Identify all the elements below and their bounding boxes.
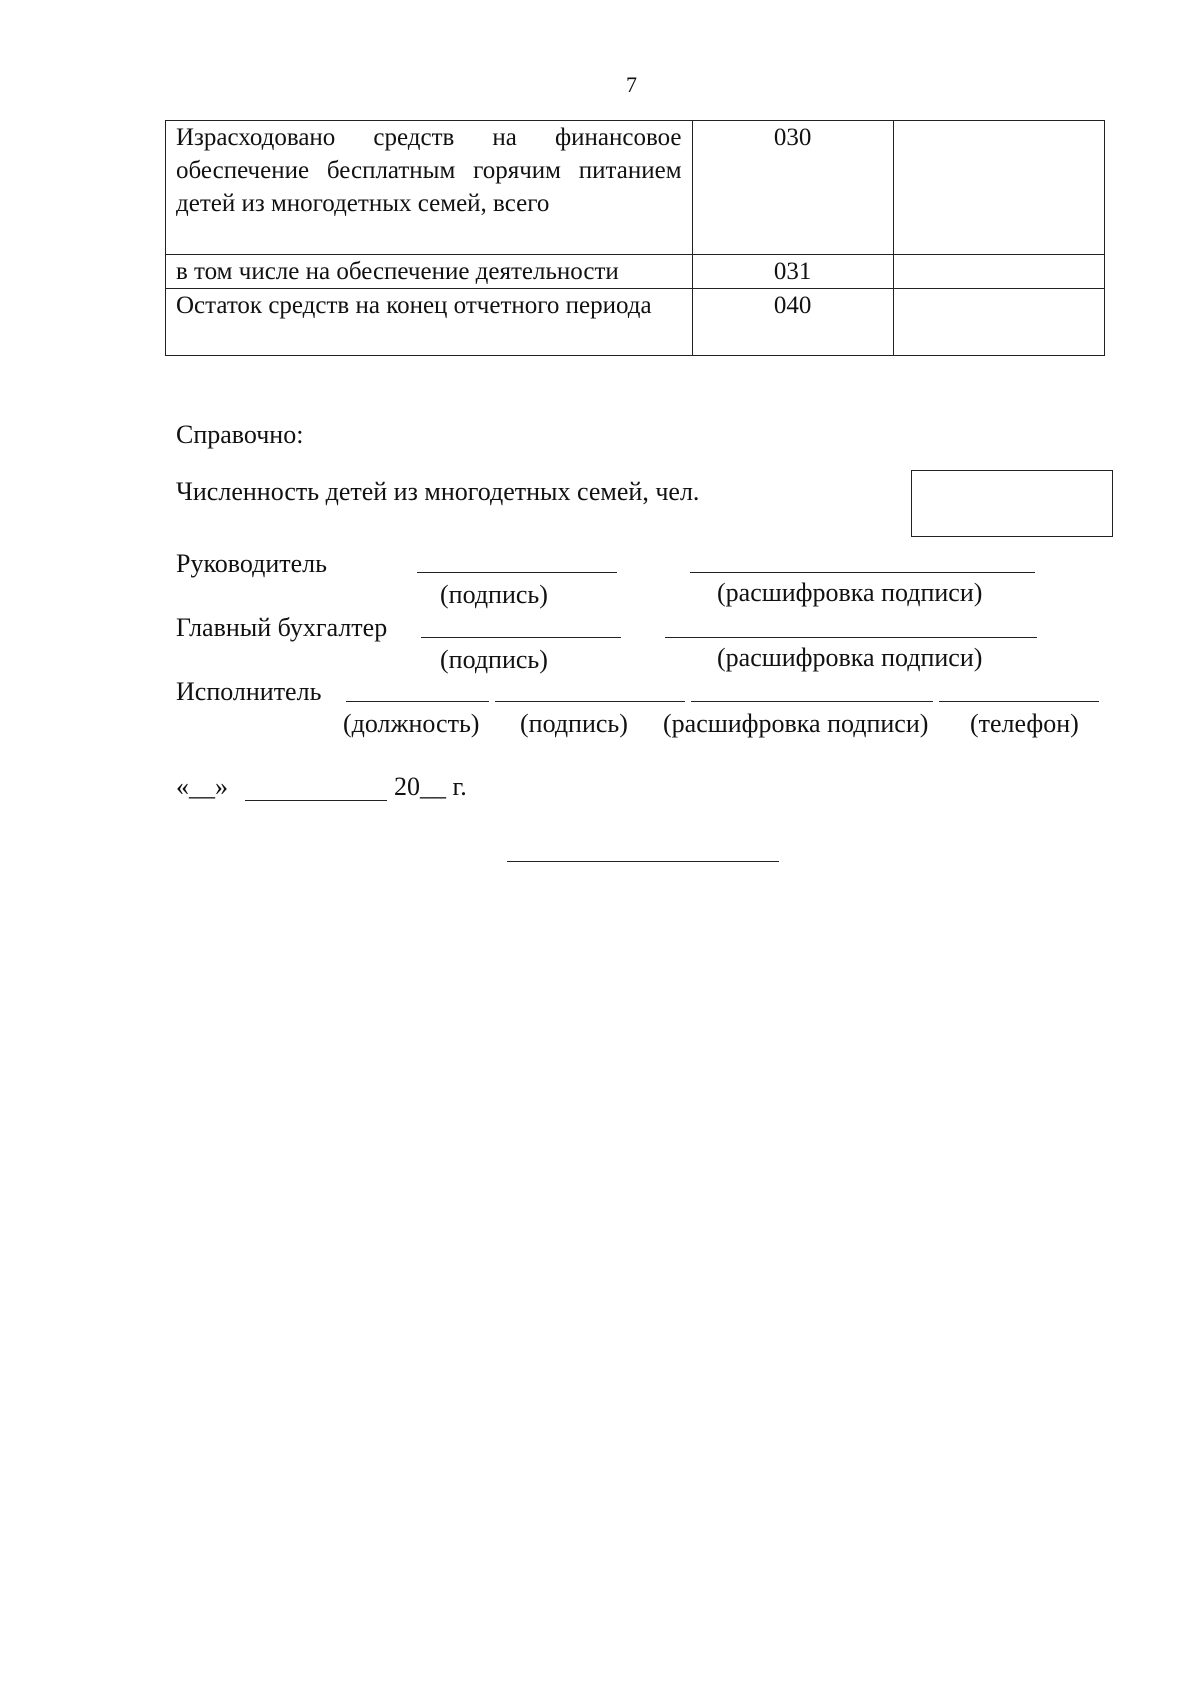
head-signature-caption: (подпись)	[440, 580, 548, 609]
executor-label: Исполнитель	[176, 677, 322, 706]
children-count-label: Численность детей из многодетных семей, чел.	[176, 477, 700, 506]
chief-accountant-decoding-line[interactable]	[665, 637, 1037, 638]
row-code: 030	[692, 121, 893, 255]
executor-signature-caption: (подпись)	[520, 709, 628, 738]
executor-phone-caption: (телефон)	[970, 709, 1079, 738]
chief-accountant-decoding-caption: (расшифровка подписи)	[717, 643, 983, 672]
row-value-cell[interactable]	[893, 289, 1104, 356]
row-code: 031	[692, 255, 893, 289]
table-row	[166, 289, 1105, 356]
reference-title: Справочно:	[176, 420, 304, 449]
executor-position-line[interactable]	[346, 701, 489, 702]
page-number: 7	[626, 72, 637, 97]
executor-phone-line[interactable]	[939, 701, 1099, 702]
table-row	[166, 121, 1105, 255]
date-day: «__»	[176, 772, 228, 801]
row-description: Израсходовано средств на финансовое обеспечение бесплатным горячим питанием детей из многодетных семей, всего	[166, 121, 693, 255]
closing-separator-line	[507, 861, 779, 862]
date-year: 20__ г.	[394, 772, 467, 801]
table-row	[166, 255, 1105, 289]
head-label: Руководитель	[176, 549, 327, 578]
executor-position-caption: (должность)	[343, 709, 480, 738]
chief-accountant-signature-caption: (подпись)	[440, 645, 548, 674]
report-table	[165, 120, 1105, 356]
row-value-cell[interactable]	[893, 255, 1104, 289]
children-count-box[interactable]	[911, 470, 1113, 537]
head-decoding-line[interactable]	[690, 572, 1035, 573]
date-month-line[interactable]	[245, 800, 387, 801]
chief-accountant-signature-line[interactable]	[421, 637, 621, 638]
row-code: 040	[692, 289, 893, 356]
row-description: Остаток средств на конец отчетного периода	[166, 289, 693, 356]
row-description: в том числе на обеспечение деятельности	[166, 255, 693, 289]
executor-decoding-line[interactable]	[691, 701, 933, 702]
chief-accountant-label: Главный бухгалтер	[176, 613, 388, 642]
head-decoding-caption: (расшифровка подписи)	[717, 578, 983, 607]
executor-decoding-caption: (расшифровка подписи)	[663, 709, 929, 738]
executor-signature-line[interactable]	[495, 701, 685, 702]
row-value-cell[interactable]	[893, 121, 1104, 255]
head-signature-line[interactable]	[417, 572, 617, 573]
